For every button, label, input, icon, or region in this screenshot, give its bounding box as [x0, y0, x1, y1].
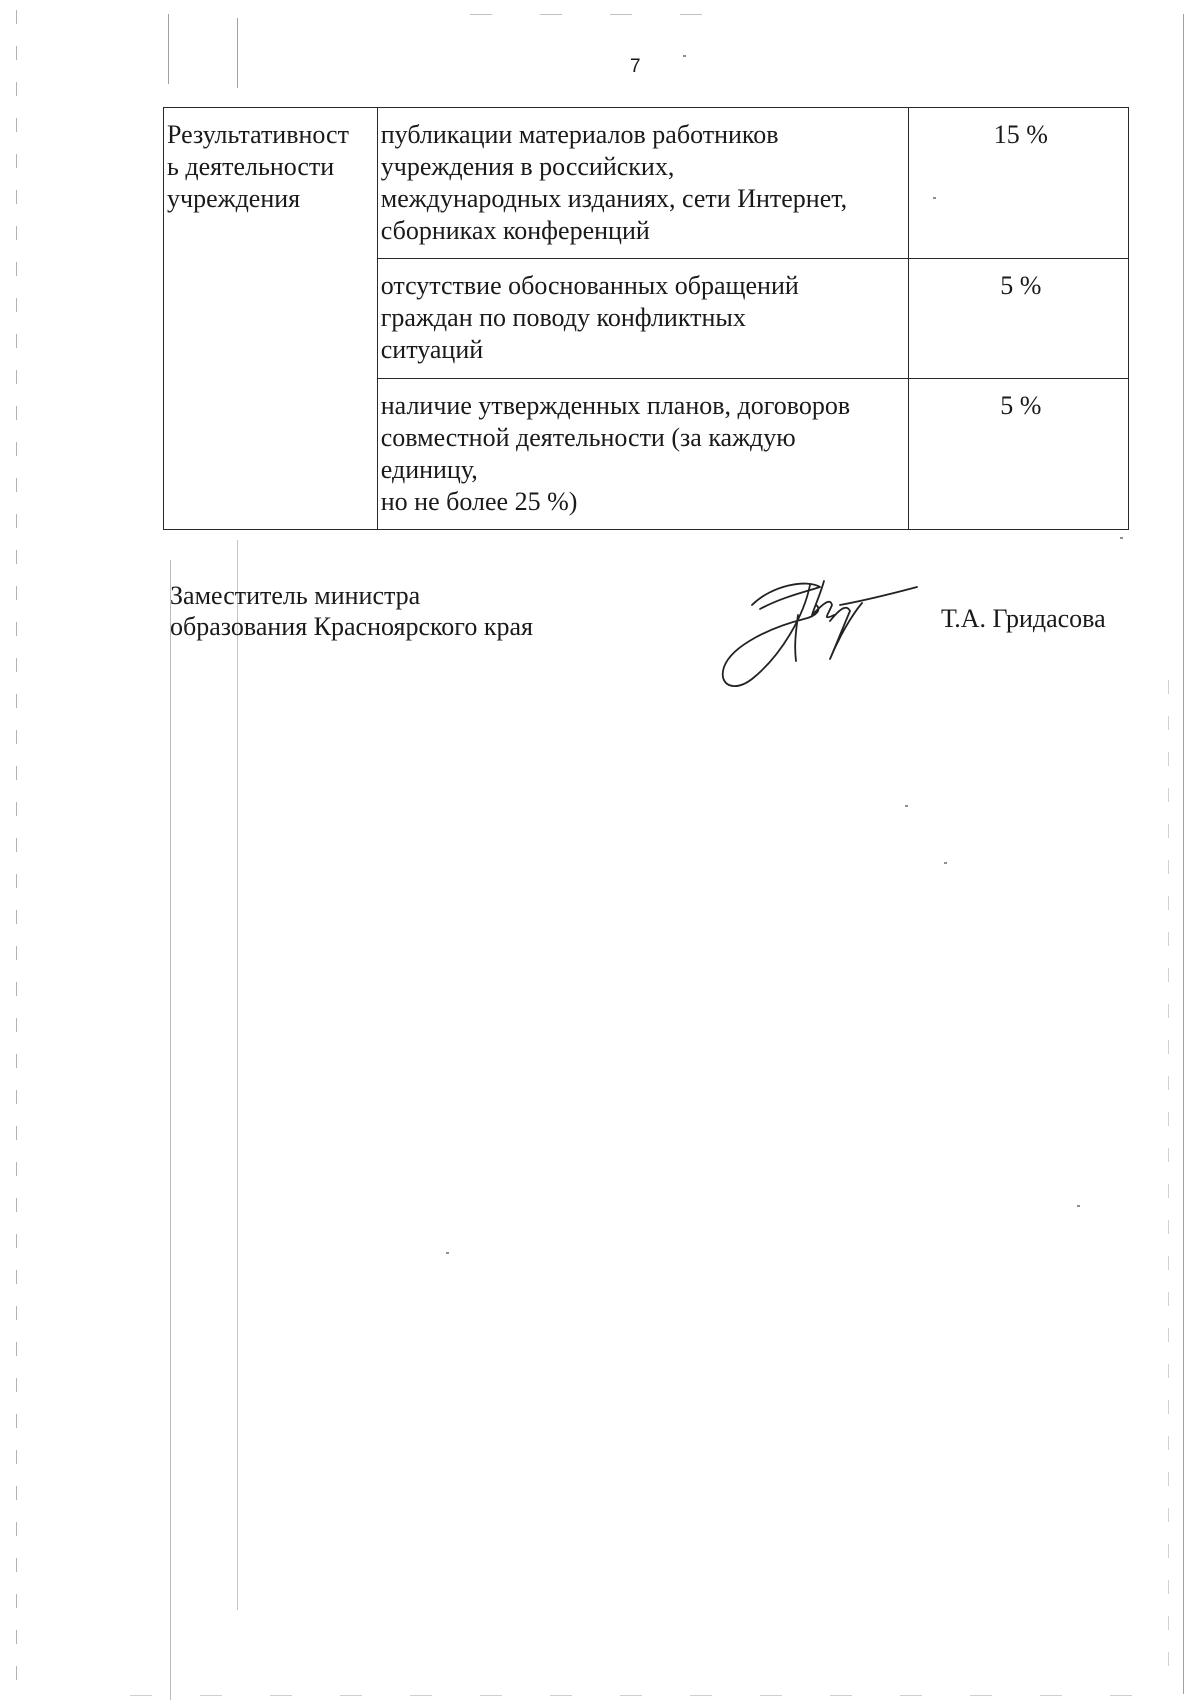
value-cell: [908, 379, 1128, 530]
value-cell: [908, 108, 1128, 259]
signer-position-line: Заместитель министра: [170, 581, 421, 610]
scan-artifact-dashes: [16, 10, 17, 1700]
criterion-text: отсутствие обоснованных обращений граждан по поводу конфликтных ситуаций: [380, 271, 799, 364]
scan-artifact-dashes: [470, 14, 750, 15]
scan-artifact-line: [168, 14, 169, 84]
scan-artifact-dashes: [130, 1695, 1180, 1696]
criterion-value: 15 %: [993, 120, 1048, 149]
scan-speck: [905, 805, 908, 807]
scan-artifact-dashes: [1168, 680, 1169, 1680]
scan-artifact-line: [237, 540, 238, 1610]
scan-speck: [683, 55, 686, 57]
criterion-cell: [377, 259, 908, 379]
criteria-table: [163, 107, 1129, 530]
criterion-cell: [377, 108, 908, 259]
signer-position-line: образования Красноярского края: [170, 612, 533, 641]
criterion-text: публикации материалов работников учреждения в российских, международных изданиях, сети Интернет, сборниках конференций: [380, 120, 848, 245]
value-cell: [908, 259, 1128, 379]
signer-name: Т.А. Гридасова: [941, 604, 1106, 633]
scan-speck: [1120, 537, 1123, 539]
handwritten-signature: [712, 575, 927, 695]
criterion-text: наличие утвержденных планов, договоров совместной деятельности (за каждую единицу, но не более 25 %): [380, 391, 851, 516]
scan-artifact-line: [170, 560, 171, 1700]
scan-speck: [944, 862, 947, 864]
signer-position: [170, 580, 533, 642]
scan-speck: [1077, 1205, 1080, 1207]
criterion-value: 5 %: [1000, 271, 1042, 300]
page-number: 7: [630, 56, 641, 77]
scan-artifact-line: [1183, 14, 1184, 1694]
scan-speck: [446, 1252, 449, 1254]
scan-artifact-line: [237, 18, 238, 88]
criterion-cell: [377, 379, 908, 530]
table-row: [164, 108, 1129, 259]
criteria-group-label: Результативност ь деятельности учреждения: [164, 108, 378, 530]
criterion-value: 5 %: [1000, 391, 1042, 420]
